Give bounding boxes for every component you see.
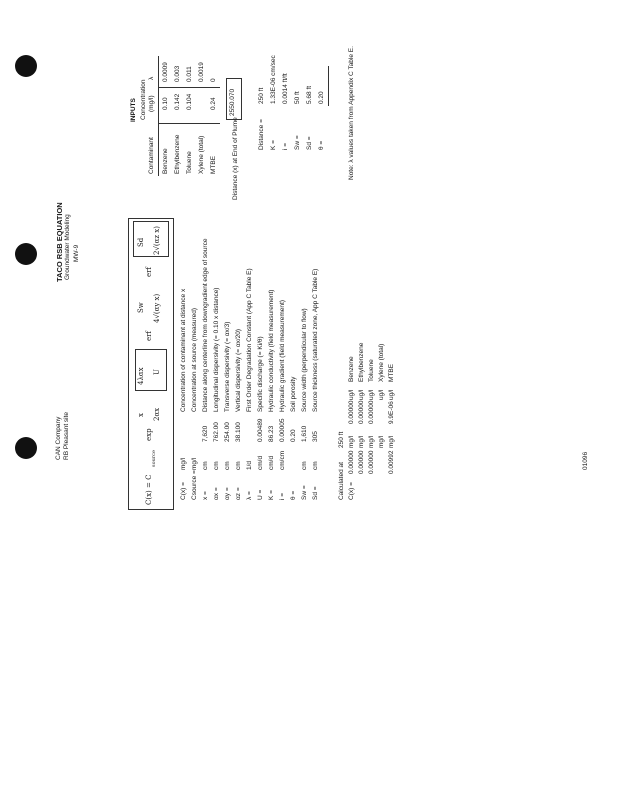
- equation-lhs-sub: source: [151, 450, 157, 467]
- page-title: TACO RSB EQUATION: [55, 202, 64, 282]
- equation-term-u: U: [153, 369, 161, 375]
- inputs-table-vline: [158, 123, 220, 124]
- equation-box: [128, 218, 174, 510]
- footer-code: 01096: [582, 451, 589, 470]
- inputs-col-concentration-unit: (mg/l): [148, 95, 155, 112]
- equation-term-4lax: 4λαx: [137, 367, 145, 385]
- inputs-col-concentration: Concentration: [140, 79, 147, 120]
- equation-term-sd: Sd: [137, 237, 145, 247]
- inputs-col-contaminant: Contaminant: [148, 137, 155, 174]
- plume-distance-label: Distance (x) at End of Plume: [232, 117, 239, 200]
- results-heading-distance: 250 ft: [338, 431, 345, 448]
- rotated-sheet: CAN Company RB Pleasant site TACO RSB EQUATION Groundwater Modeling MW-9 C(x) = C source exp x 2αx 4λαx U erf Sw 4√(αy x) erf Sd 2√(αz x) C(x) = mg/l Concentration of contaminant at distance x Csource = mg/l Concentration at source (measured) x = cm 7,620 Distance along centerline from downgradient edge of source αx = cm 762.00 Longitudinal dispersivity (= 0.10 x distance) αy = cm 254.00 Transverse dispersivity (= αx/3) αz = cm 38.100 Vertical dispersivity (= αx/20) λ = 1/d First Order Degradation Constant (App C Table E) U = cm/d 0.00489 Specific discharge (= Ki/θ) K = cm/d 86.23 Hydraulic conductivity (field measurement) i = cm/cm 0.00005 Hydraulic gradient (field measurement) θ = 0.20 Soil porosity Sw = cm 1,610 Source width (perpendicular to flow) Sd = cm 305 Source thickness (saturated zone, App C Table E) Calculated at 250 ft C(x) = 0.00000 mg/l 0.00000 ug/l Benzene 0.00000 mg/l 0.00000 ug/l Ethylbenzene 0.00000 mg/l 0.00000 ug/l Toluene mg/l ug/l Xylene (total) 0.00992 mg/l 9.9E-06 ug/l MTBE INPUTS Contaminant Concentration (mg/l) λ Benzene 0.10 0.0009 Ethylbenzene 0.142 0.003 Toluene 0.104 0.011 Xylene (total) 0.0019 MTBE 0.24 0 Distance (x) at End of Plume 2550.070 Distance = 250 ft K = 1.33E-06 cm/sec i = 0.0014 ft/ft Sw = 50 ft Sd = 5.68 ft θ = 0.20 Note: λ values taken from Appendix C Table E. 01096: [0, 0, 618, 800]
- company-name: CAN Company: [55, 416, 62, 460]
- inputs-heading: INPUTS: [130, 98, 137, 122]
- equation-term-2ax: 2αx: [153, 407, 161, 421]
- results-heading: Calculated at: [338, 462, 345, 500]
- inputs-note: Note: λ values taken from Appendix C Table E.: [348, 46, 355, 180]
- equation-exp: exp: [145, 428, 153, 441]
- equation-erf-2: erf: [145, 266, 153, 277]
- well-id: MW-9: [73, 244, 80, 262]
- results-block: Calculated at 250 ft C(x) = 0.00000 mg/l 0.00000 ug/l Benzene 0.00000 mg/l 0.00000 ug/l Ethylbenzene 0.00000 mg/l 0.00000 ug/l Toluene mg/l ug/l Xylene (total) 0.00992 mg/l 9.9E-06 ug/l MTBE: [338, 342, 395, 500]
- equation-lhs: C(x) = C: [145, 474, 153, 505]
- equation-erf-1: erf: [145, 330, 153, 341]
- inputs-col-lambda: λ: [148, 76, 155, 80]
- equation-term-az: 2√(αz x): [153, 226, 161, 255]
- equation-term-sw: Sw: [137, 302, 145, 313]
- side-values-rule: [328, 66, 329, 106]
- company-site: RB Pleasant site: [63, 411, 70, 460]
- equation-term-ay: 4√(αy x): [153, 293, 161, 323]
- equation-term-x: x: [137, 413, 145, 417]
- inputs-table-rule: [158, 56, 159, 176]
- page-subtitle: Groundwater Modeling: [64, 214, 71, 280]
- plume-distance-value: 2550.070: [229, 88, 236, 116]
- inputs-table-vline: [158, 87, 220, 88]
